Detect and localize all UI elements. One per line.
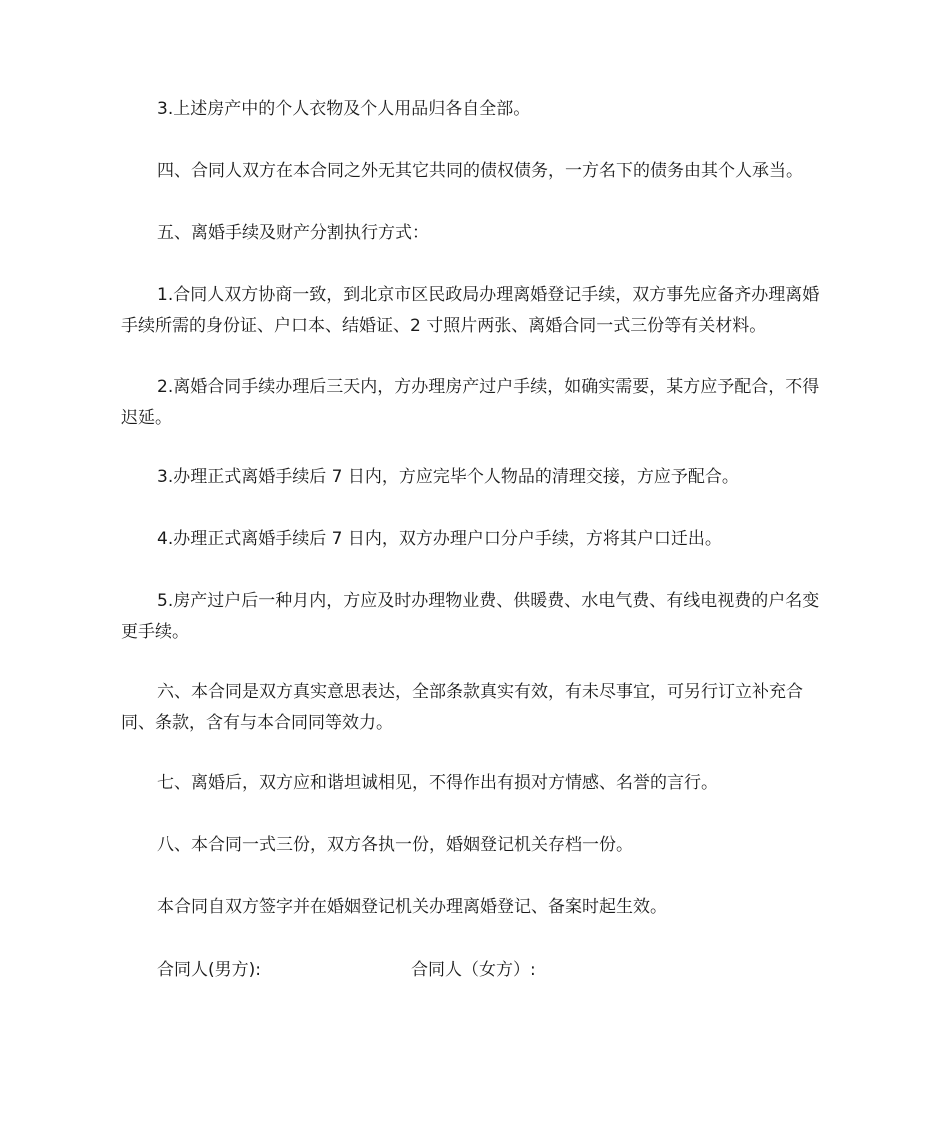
paragraph-item-1-registration: 1.合同人双方协商一致，到北京市区民政局办理离婚登记手续，双方事先应备齐办理离婚手续所需的身份证、户口本、结婚证、2 寸照片两张、离婚合同一式三份等有关材料。	[121, 285, 820, 336]
paragraph-section-five-heading: 五、离婚手续及财产分割执行方式：	[157, 223, 429, 243]
signature-row	[157, 955, 857, 986]
paragraph-item-4-household-registration: 4.办理正式离婚手续后 7 日内，双方办理户口分户手续，方将其户口迁出。	[157, 529, 722, 549]
paragraph-item-3-personal-belongings: 3.办理正式离婚手续后 7 日内，方应完毕个人物品的清理交接，方应予配合。	[157, 467, 739, 487]
paragraph-personal-items: 3.上述房产中的个人衣物及个人用品归各自全部。	[157, 99, 531, 119]
paragraph-section-six-validity: 六、本合同是双方真实意思表达，全部条款真实有效，有未尽事宜，可另行订立补充合同、条款，含有与本合同同等效力。	[121, 682, 803, 733]
signature-female-label: 合同人（女方）:	[411, 960, 536, 980]
signature-male-label: 合同人(男方):	[157, 960, 261, 980]
paragraph-item-5-utility-accounts: 5.房产过户后一种月内，方应及时办理物业费、供暖费、水电气费、有线电视费的户名变更手续。	[121, 591, 820, 642]
paragraph-effective-date: 本合同自双方签字并在婚姻登记机关办理离婚登记、备案时起生效。	[157, 897, 667, 917]
paragraph-item-2-property-transfer: 2.离婚合同手续办理后三天内，方办理房产过户手续，如确实需要，某方应予配合，不得迟延。	[121, 377, 820, 428]
paragraph-section-seven-conduct: 七、离婚后，双方应和谐坦诚相见，不得作出有损对方情感、名誉的言行。	[157, 773, 718, 793]
paragraph-section-four-debts: 四、合同人双方在本合同之外无其它共同的债权债务，一方名下的债务由其个人承当。	[157, 161, 803, 181]
paragraph-section-eight-copies: 八、本合同一式三份，双方各执一份，婚姻登记机关存档一份。	[157, 835, 633, 855]
